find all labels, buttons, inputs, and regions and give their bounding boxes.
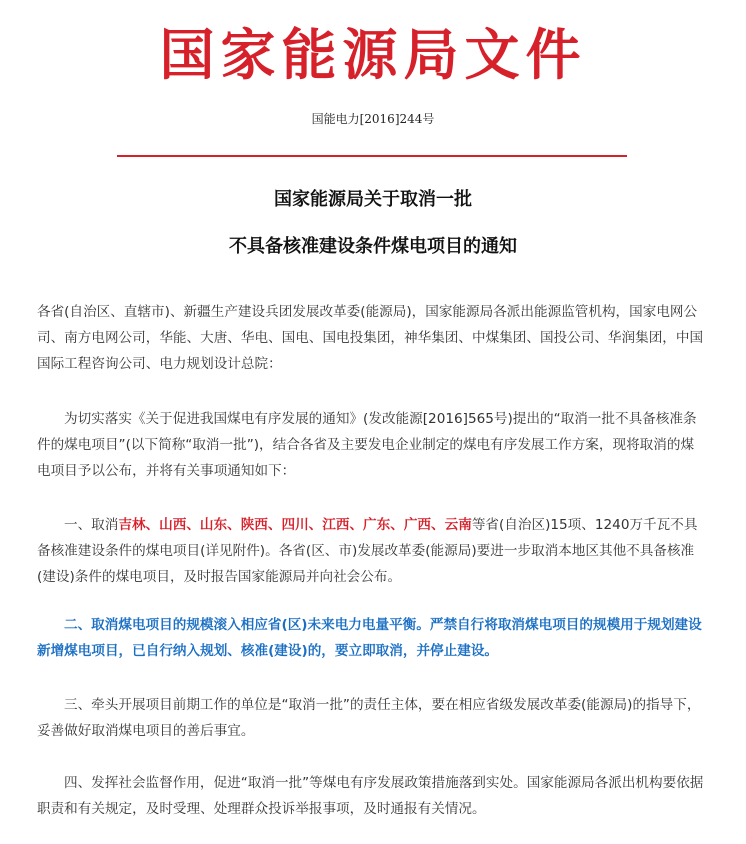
document-header-title: 国家能源局文件 bbox=[159, 22, 587, 87]
item-one-suffix: 等省(自治区)15项、1240万千瓦不具备核准建设条件的煤电项目(详见附件)。各省(区、市)发展改革委(能源局)要进一步取消本地区其他不具备核准(建设)条件的煤电项目，及时报告国家能源局并向社会公布。 bbox=[37, 517, 698, 585]
item-one-prefix: 一、取消 bbox=[64, 517, 119, 533]
document-number: 国能电力[2016]244号 bbox=[311, 112, 435, 126]
notice-title-line1: 国家能源局关于取消一批 bbox=[274, 189, 472, 210]
header-divider bbox=[117, 155, 627, 157]
item-four-paragraph: 四、发挥社会监督作用，促进“取消一批”等煤电有序发展政策措施落到实处。国家能源局各派出机构要依据职责和有关规定，及时受理、处理群众投诉举报事项，及时通报有关情况。 bbox=[37, 775, 704, 817]
notice-title-line2: 不具备核准建设条件煤电项目的通知 bbox=[229, 236, 517, 257]
item-one-provinces: 吉林、山西、山东、陕西、四川、江西、广东、广西、云南 bbox=[118, 517, 472, 533]
item-three-paragraph: 三、牵头开展项目前期工作的单位是“取消一批”的责任主体，要在相应省级发展改革委(能源局)的指导下，妥善做好取消煤电项目的善后事宜。 bbox=[37, 697, 701, 739]
item-two-paragraph: 二、取消煤电项目的规模滚入相应省(区)未来电力电量平衡。严禁自行将取消煤电项目的规模用于规划建设新增煤电项目，已自行纳入规划、核准(建设)的，要立即取消，并停止建设。 bbox=[37, 617, 702, 659]
item-one-paragraph bbox=[37, 512, 707, 590]
intro-paragraph: 为切实落实《关于促进我国煤电有序发展的通知》(发改能源[2016]565号)提出的“取消一批不具备核准条件的煤电项目”(以下简称“取消一批”)，结合各省及主要发电企业制定的煤电有序发展工作方案，现将取消的煤电项目予以公布，并将有关事项通知如下： bbox=[37, 411, 697, 479]
recipients-paragraph: 各省(自治区、直辖市)、新疆生产建设兵团发展改革委(能源局)，国家能源局各派出能源监管机构，国家电网公司、南方电网公司，华能、大唐、华电、国电、国电投集团，神华集团、中煤集团、国投公司、华润集团，中国国际工程咨询公司、电力规划设计总院： bbox=[37, 304, 704, 372]
